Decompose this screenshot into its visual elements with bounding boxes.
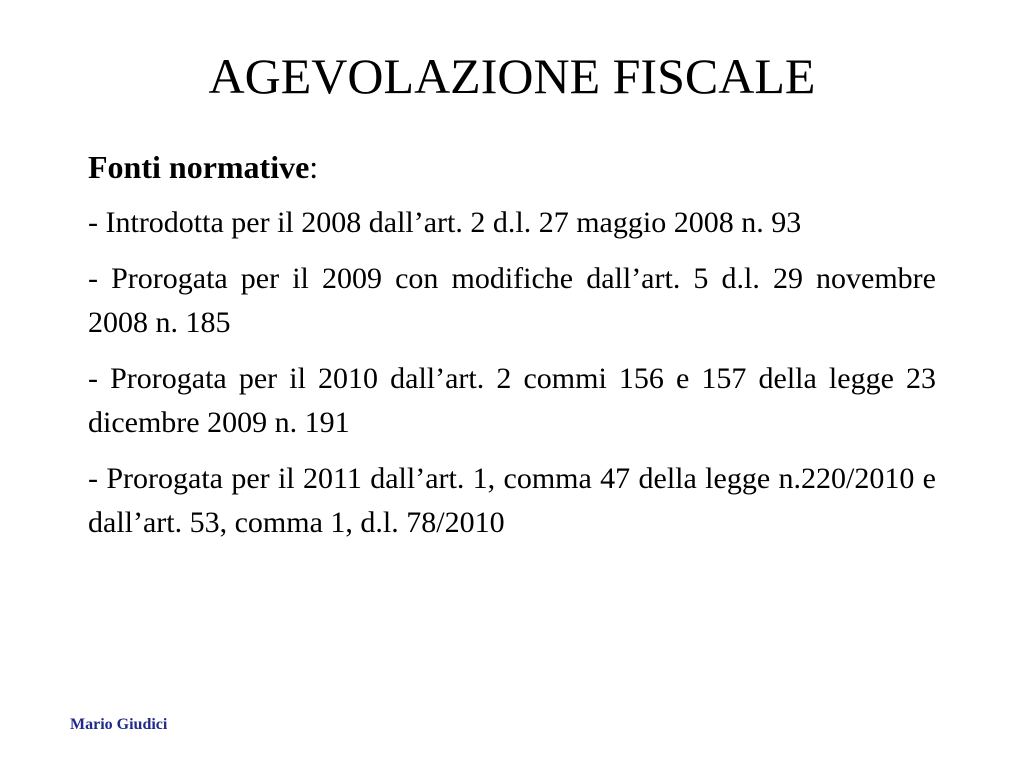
section-heading bbox=[88, 145, 936, 189]
slide-content bbox=[88, 145, 936, 557]
section-heading-label: Fonti normative bbox=[88, 149, 310, 185]
slide-title: AGEVOLAZIONE FISCALE bbox=[208, 48, 816, 104]
paragraph-prorogata-2009: - Prorogata per il 2009 con modifiche dall’art. 5 d.l. 29 novembre 2008 n. 185 bbox=[88, 262, 936, 339]
footer-author: Mario Giudici bbox=[70, 716, 168, 733]
paragraph-introdotta-2008: - Introdotta per il 2008 dall’art. 2 d.l. 27 maggio 2008 n. 93 bbox=[88, 206, 802, 239]
paragraph-prorogata-2010: - Prorogata per il 2010 dall’art. 2 commi 156 e 157 della legge 23 dicembre 2009 n. 191 bbox=[88, 362, 936, 439]
section-heading-colon: : bbox=[309, 149, 319, 185]
paragraph-prorogata-2011: - Prorogata per il 2011 dall’art. 1, comma 47 della legge n.220/2010 e dall’art. 53, comma 1, d.l. 78/2010 bbox=[88, 462, 936, 539]
